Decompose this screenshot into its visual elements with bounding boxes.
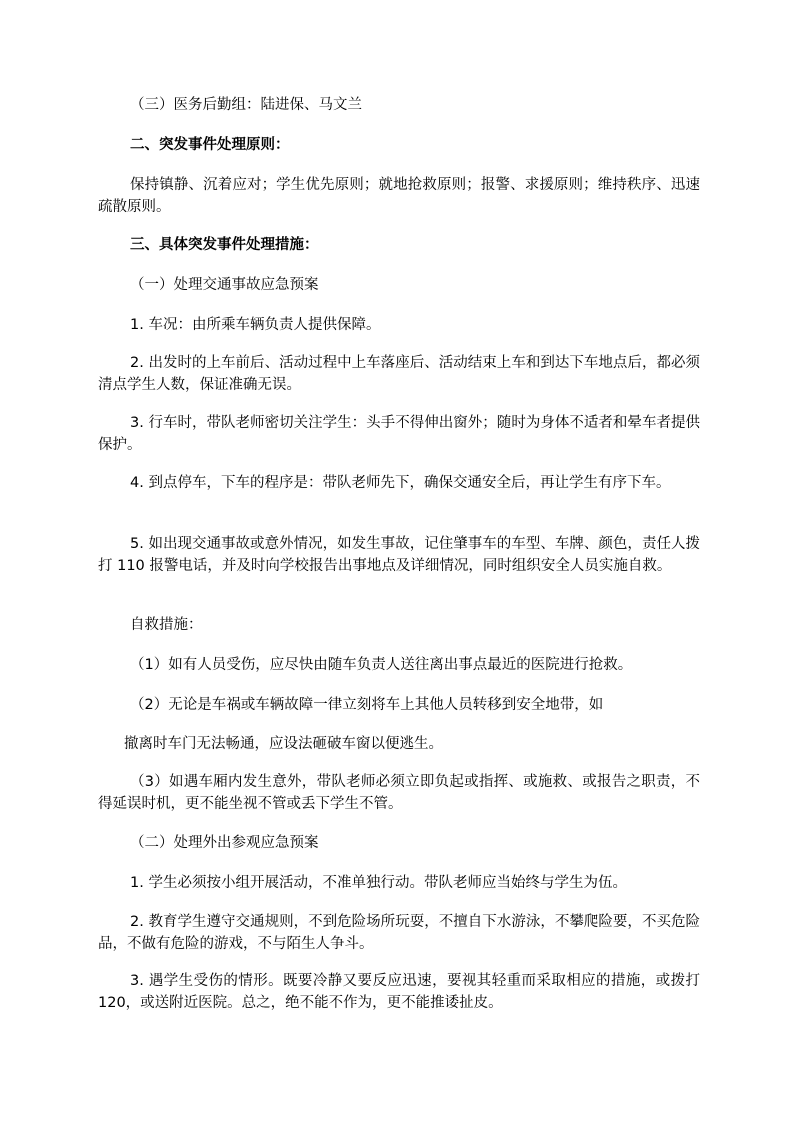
traffic-item-2: 2. 出发时的上车前后、活动过程中上车落座后、活动结束上车和到达下车地点后，都必须清点学生人数，保证准确无误。 (98, 355, 700, 393)
visit-item-3: 3. 遇学生受伤的情形。既要冷静又要反应迅速，要视其轻重而采取相应的措施，或拨打 120，或送附近医院。总之，绝不能不作为，更不能推诿扯皮。 (98, 973, 700, 1011)
self-rescue-item-1: （1）如有人员受伤，应尽快由随车负责人送往离出事点最近的医院进行抢救。 (130, 657, 633, 673)
self-rescue-item-3: （3）如遇车厢内发生意外，带队老师必须立即负起或指挥、或施救、或报告之职责，不得延误时机，更不能坐视不管或丢下学生不管。 (98, 774, 700, 812)
self-rescue-heading: 自救措施： (130, 617, 203, 633)
section-heading-principles: 二、突发事件处理原则： (130, 137, 290, 153)
traffic-item-3: 3. 行车时，带队老师密切关注学生：头手不得伸出窗外；随时为身体不适者和晕车者提供保护。 (98, 415, 700, 453)
principles-paragraph: 保持镇静、沉着应对；学生优先原则；就地抢救原则；报警、求援原则；维持秩序、迅速疏散原则。 (98, 177, 700, 215)
subsection-visit-plan: （二）处理外出参观应急预案 (130, 835, 319, 851)
traffic-item-1: 1. 车况：由所乘车辆负责人提供保障。 (130, 317, 381, 333)
visit-item-2: 2. 教育学生遵守交通规则，不到危险场所玩耍，不擅自下水游泳，不攀爬险要，不买危险品，不做有危险的游戏，不与陌生人争斗。 (98, 914, 700, 952)
visit-item-1: 1. 学生必须按小组开展活动，不准单独行动。带队老师应当始终与学生为伍。 (130, 875, 627, 891)
self-rescue-item-2-continued: 撤离时车门无法畅通，应设法砸破车窗以便逃生。 (124, 736, 443, 752)
traffic-item-5: 5. 如出现交通事故或意外情况，如发生事故，记住肇事车的车型、车牌、颜色，责任人拨打 110 报警电话，并及时向学校报告出事地点及详细情况，同时组织安全人员实施自救。 (98, 536, 700, 574)
self-rescue-item-2: （2）无论是车祸或车辆故障一律立刻将车上其他人员转移到安全地带，如 (130, 697, 604, 713)
subsection-traffic-plan: （一）处理交通事故应急预案 (130, 277, 319, 293)
section-heading-measures: 三、具体突发事件处理措施： (130, 237, 319, 253)
traffic-item-4: 4. 到点停车，下车的程序是：带队老师先下，确保交通安全后，再让学生有序下车。 (130, 475, 671, 491)
medical-logistics-group: （三）医务后勤组：陆进保、马文兰 (130, 97, 362, 113)
